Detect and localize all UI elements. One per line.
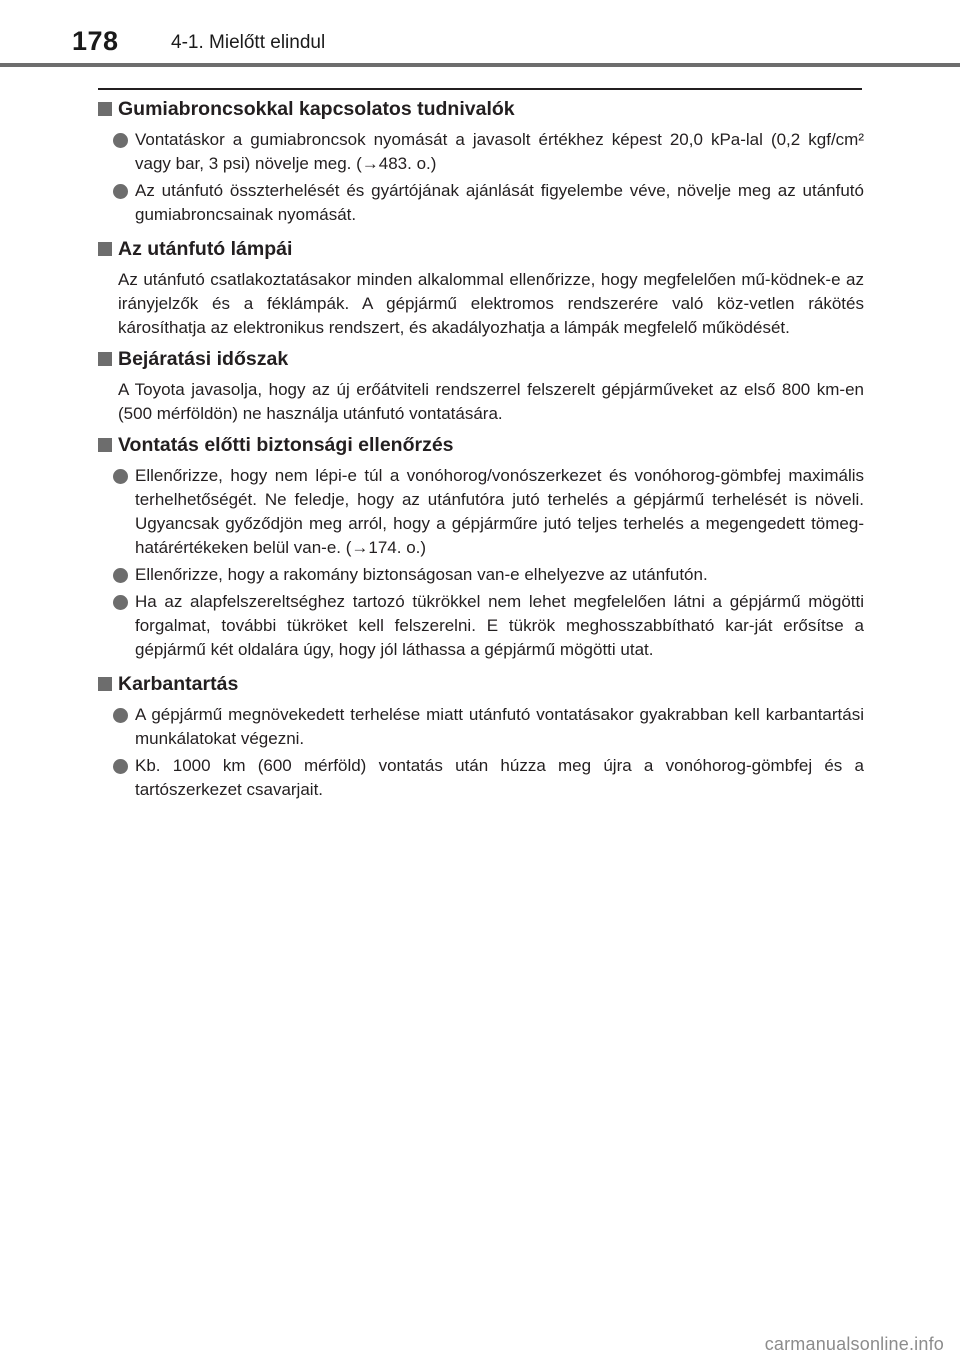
bullet-list: [98, 128, 864, 227]
section-heading-text: Bejáratási időszak: [118, 348, 289, 370]
circle-bullet-icon: [113, 708, 128, 723]
circle-bullet-icon: [113, 568, 128, 583]
square-bullet-icon: [98, 102, 112, 116]
watermark-text: carmanualsonline.info: [764, 1334, 944, 1354]
header-divider: [0, 63, 960, 67]
bullet-list: [98, 464, 864, 662]
list-item: [98, 179, 864, 227]
list-item-text: Ellenőrizze, hogy a rakomány biztonságosan van-e elhelyezve az utánfutón.: [135, 565, 708, 584]
section-tire-info: [98, 96, 864, 227]
document-body: [98, 96, 864, 805]
square-bullet-icon: [98, 677, 112, 691]
square-bullet-icon: [98, 352, 112, 366]
list-item-text: A gépjármű megnövekedett terhelése miatt utánfutó vontatásakor gyakrabban kell karbantartási munkálatokat végezni.: [135, 705, 864, 748]
section-heading-text: Karbantartás: [118, 673, 239, 695]
section-heading-text: Az utánfutó lámpái: [118, 238, 293, 260]
list-item: [98, 128, 864, 176]
section-break-in: [98, 346, 864, 426]
section-paragraph: Az utánfutó csatlakoztatásakor minden alkalommal ellenőrizze, hogy megfelelően mű-ködnek-e az irányjelzők és a féklámpák. A gépjármű elektromos rendszerére való köz-vetlen rákötés károsíthatja az elektronikus rendszert, és akadályozhatja a lámpák megfelelő működését.: [118, 270, 864, 337]
section-heading: [98, 432, 864, 458]
section-maintenance: [98, 671, 864, 802]
section-trailer-lights: [98, 236, 864, 340]
square-bullet-icon: [98, 438, 112, 452]
section-heading-text: Vontatás előtti biztonsági ellenőrzés: [118, 434, 454, 456]
list-item-text: Vontatáskor a gumiabroncsok nyomását a javasolt értékhez képest 20,0 kPa-lal (0,2 kgf/cm² vagy bar, 3 psi) növelje meg. (→483. o.): [135, 130, 864, 173]
list-item: [98, 754, 864, 802]
circle-bullet-icon: [113, 133, 128, 148]
list-item: [98, 590, 864, 662]
section-heading: [98, 346, 864, 372]
section-heading-text: Gumiabroncsokkal kapcsolatos tudnivalók: [118, 98, 515, 120]
section-heading: [98, 671, 864, 697]
section-heading: [98, 96, 864, 122]
list-item-text: Kb. 1000 km (600 mérföld) vontatás után húzza meg újra a vonóhorog-gömbfej és a tartószerkezet csavarjait.: [135, 756, 864, 799]
section-heading: [98, 236, 864, 262]
circle-bullet-icon: [113, 469, 128, 484]
list-item-text: Ha az alapfelszereltséghez tartozó tükrökkel nem lehet megfelelően látni a gépjármű mögötti forgalmat, további tükröket kell felszerelni. E tükrök meghosszabbítható kar-ját erősítse a gépjármű két oldalára úgy, hogy jól láthassa a gépjármű mögötti utat.: [135, 592, 864, 659]
page-header: [0, 0, 960, 70]
section-safety-check: [98, 432, 864, 662]
circle-bullet-icon: [113, 595, 128, 610]
list-item: [98, 464, 864, 560]
page-number: 178: [72, 26, 119, 56]
section-paragraph: A Toyota javasolja, hogy az új erőátviteli rendszerrel felszerelt gépjárműveket az első 800 km-en (500 mérföldön) ne használja utánfutó vontatására.: [118, 380, 864, 423]
circle-bullet-icon: [113, 759, 128, 774]
list-item-text: Ellenőrizze, hogy nem lépi-e túl a vonóhorog/vonószerkezet és vonóhorog-gömbfej maximális terhelhetőségét. Ne feledje, hogy az utánfutóra jutó terhelés a gépjármű terhelését is növeli. Ugyancsak győződjön meg arról, hogy a gépjárműre jutó teljes terhelés a megengedett tömeg-határértékeken belül van-e. (→174. o.): [135, 466, 864, 557]
list-item-text: Az utánfutó összterhelését és gyártójának ajánlását figyelembe véve, növelje meg az utánfutó gumiabroncsainak nyomását.: [135, 181, 864, 224]
list-item: [98, 703, 864, 751]
chapter-title: 4-1. Mielőtt elindul: [171, 32, 326, 53]
square-bullet-icon: [98, 242, 112, 256]
list-item: [98, 563, 864, 587]
circle-bullet-icon: [113, 184, 128, 199]
bullet-list: [98, 703, 864, 802]
content-top-rule: [98, 88, 862, 90]
